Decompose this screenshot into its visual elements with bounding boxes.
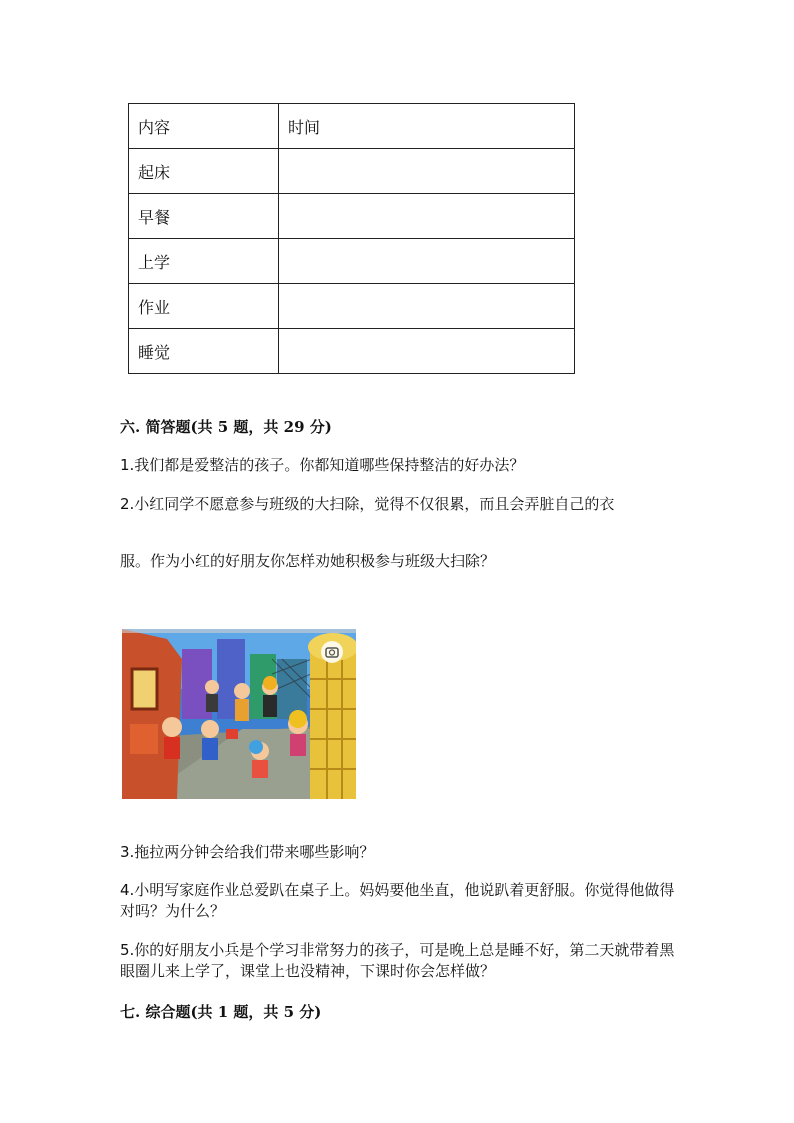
table-header-row	[129, 104, 575, 149]
table-cell[interactable]	[279, 284, 575, 329]
section-6-title: 六. 简答题(共 5 题，共 29 分)	[120, 418, 332, 436]
table-row	[129, 149, 575, 194]
table-cell: 起床	[129, 149, 279, 194]
table-cell[interactable]	[279, 194, 575, 239]
table-cell[interactable]	[279, 239, 575, 284]
question-4: 4.小明写家庭作业总爱趴在桌子上。妈妈要他坐直，他说趴着更舒服。你觉得他做得对吗？为什么？	[120, 881, 675, 920]
question-2-line-1: 2.小红同学不愿意参与班级的大扫除，觉得不仅很累，而且会弄脏自己的衣	[120, 495, 615, 513]
question-3: 3.拖拉两分钟会给我们带来哪些影响？	[120, 843, 375, 861]
table-cell: 作业	[129, 284, 279, 329]
section-7-title: 七. 综合题(共 1 题，共 5 分)	[120, 1003, 322, 1021]
table-cell[interactable]	[279, 329, 575, 374]
table-row	[129, 284, 575, 329]
table-cell: 睡觉	[129, 329, 279, 374]
classroom-cleaning-illustration	[122, 629, 356, 799]
table-row	[129, 239, 575, 284]
illustration-svg	[122, 629, 356, 799]
table-cell: 上学	[129, 239, 279, 284]
table-row	[129, 194, 575, 239]
table-cell[interactable]	[279, 149, 575, 194]
table-header-cell: 时间	[279, 104, 575, 149]
question-5: 5.你的好朋友小兵是个学习非常努力的孩子，可是晚上总是睡不好，第二天就带着黑眼圈儿来上学了，课堂上也没精神，下课时你会怎样做？	[120, 941, 675, 980]
table-row	[129, 329, 575, 374]
camera-icon	[321, 641, 343, 663]
question-2-line-2: 服。作为小红的好朋友你怎样劝她积极参与班级大扫除？	[120, 552, 496, 570]
schedule-table	[128, 103, 575, 374]
table-cell: 早餐	[129, 194, 279, 239]
table-header-cell: 内容	[129, 104, 279, 149]
question-1: 1.我们都是爱整洁的孩子。你都知道哪些保持整洁的好办法？	[120, 456, 525, 474]
